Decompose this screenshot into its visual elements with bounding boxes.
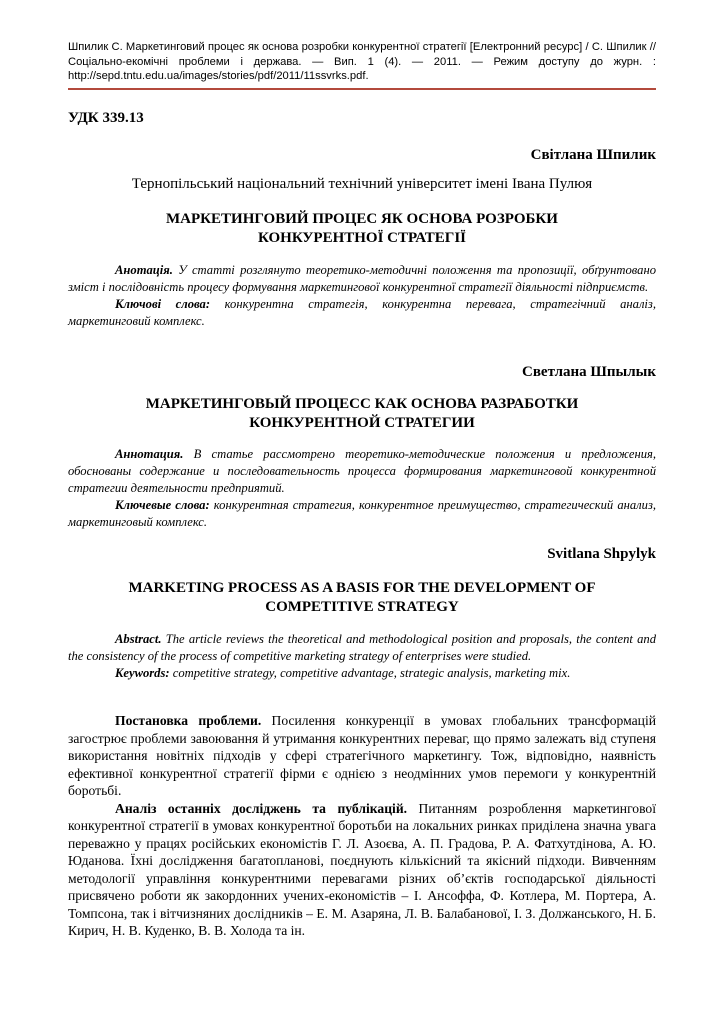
body-text [68,712,656,940]
literature-review-heading: Аналіз останніх досліджень та публікацій. [115,800,408,816]
keywords-ru-text: конкурентная стратегия, конкурентное преимущество, стратегический анализ, маркетинговый комплекс. [68,498,657,529]
problem-statement-paragraph [68,712,656,800]
keywords-ua-text: конкурентна стратегія, конкурентна перевага, стратегічний аналіз, маркетинговий комплекс. [68,297,656,328]
header-divider [68,88,656,90]
abstract-en-paragraph [68,631,656,665]
abstract-ua-text: У статті розглянуто теоретико-методичні положення та пропозиції, обґрунтовано зміст і послідовність процесу формування маркетингової конкурентної стратегії діяльності підприємств. [68,263,656,294]
literature-review-text: Питанням розроблення маркетингової конкурентної стратегії в умовах конкурентної боротьби на локальних ринках приділена значна увага переважно у працях російських економістів Г. Л. Азоєва, А. П. Градова, Р. А. Фатхутдінова, А. Ю. Юданова. Їхні дослідження багатопланові, поєднують кількісний та якісний підходи. Вивченням методології управління конкурентними перевагами різних об’єктів господарської діяльності присвячено роботи як закордонних учених-економістів – І. Ансоффа, Ф. Котлера, М. Портера, А. Томпсона, так і вітчизняних дослідників – Е. М. Азаряна, Л. В. Балабанової, І. З. Должанського, Н. Б. Кирич, Н. В. Куденко, В. В. Холода та ін. [68,800,656,938]
title-ua-line1: МАРКЕТИНГОВИЙ ПРОЦЕС ЯК ОСНОВА РОЗРОБКИ [166,211,558,227]
abstract-ua-label: Анотація. [115,263,173,277]
keywords-ua-paragraph [68,296,656,330]
keywords-en-text: competitive strategy, competitive advantage, strategic analysis, marketing mix. [169,666,571,680]
title-ru-line1: МАРКЕТИНГОВЫЙ ПРОЦЕСС КАК ОСНОВА РАЗРАБОТКИ [145,396,579,412]
title-ua-line2: КОНКУРЕНТНОЇ СТРАТЕГІЇ [257,230,466,246]
abstract-ru [68,446,656,531]
keywords-ru-label: Ключевые слова: [115,498,210,512]
abstract-en-text: The article reviews the theoretical and methodological position and proposals, the content and the consistency of the process of competitive marketing strategy of enterprises were studied. [68,632,656,663]
udk-code: УДК 339.13 [68,110,144,126]
title-en [68,579,656,617]
title-ru-line2: КОНКУРЕНТНОЙ СТРАТЕГИИ [249,415,475,431]
problem-statement-heading: Постановка проблеми. [115,713,262,728]
keywords-ru-paragraph [68,497,656,531]
title-en-line2: COMPETITIVE STRATEGY [265,599,459,615]
keywords-en-paragraph [68,665,656,682]
author-en: Svitlana Shpylyk [547,546,656,562]
title-ru [68,395,656,433]
author-ru: Светлана Шпылык [522,364,656,380]
author-ua: Світлана Шпилик [530,147,656,163]
problem-statement-text: Посилення конкуренції в умовах глобальних трансформацій загострює проблеми завоювання й утримання конкурентних переваг, що прямо залежать від ступеня використання новітніх підходів у сфері стратегічного маркетингу. Тож, відповідно, наявність ефективної конкурентної стратегії фірми є однією з неодмінних умов перемоги у конкурентній боротьбі. [68,713,656,798]
title-ua [68,210,656,248]
literature-review-paragraph [68,800,656,940]
abstract-ru-text: В статье рассмотрено теоретико-методические положения и предложения, обоснованы содержание и последовательность процесса формирования маркетинговой конкурентной стратегии деятельности предприятий. [68,447,656,495]
abstract-ua [68,262,656,330]
keywords-en-label: Keywords: [115,666,170,680]
keywords-ua-label: Ключові слова: [115,297,211,311]
abstract-ua-paragraph [68,262,656,296]
abstract-en [68,631,656,682]
abstract-en-label: Abstract. [115,632,162,646]
citation-header: Шпилик С. Маркетинговий процес як основа розробки конкурентної стратегії [Електронний ресурс] / С. Шпилик // Соціально-екомічні проблеми і держава. — Вип. 1 (4). — 2011. — Режим доступу до журн. : http://sepd.tntu.edu.ua/images/stories/pdf/2011/11ssvrks.pdf. [68,41,656,83]
affiliation: Тернопільський національний технічний університет імені Івана Пулюя [131,176,593,192]
abstract-ru-paragraph [68,446,656,497]
title-en-line1: MARKETING PROCESS AS A BASIS FOR THE DEVELOPMENT OF [128,580,596,596]
abstract-ru-label: Аннотация. [115,447,184,461]
